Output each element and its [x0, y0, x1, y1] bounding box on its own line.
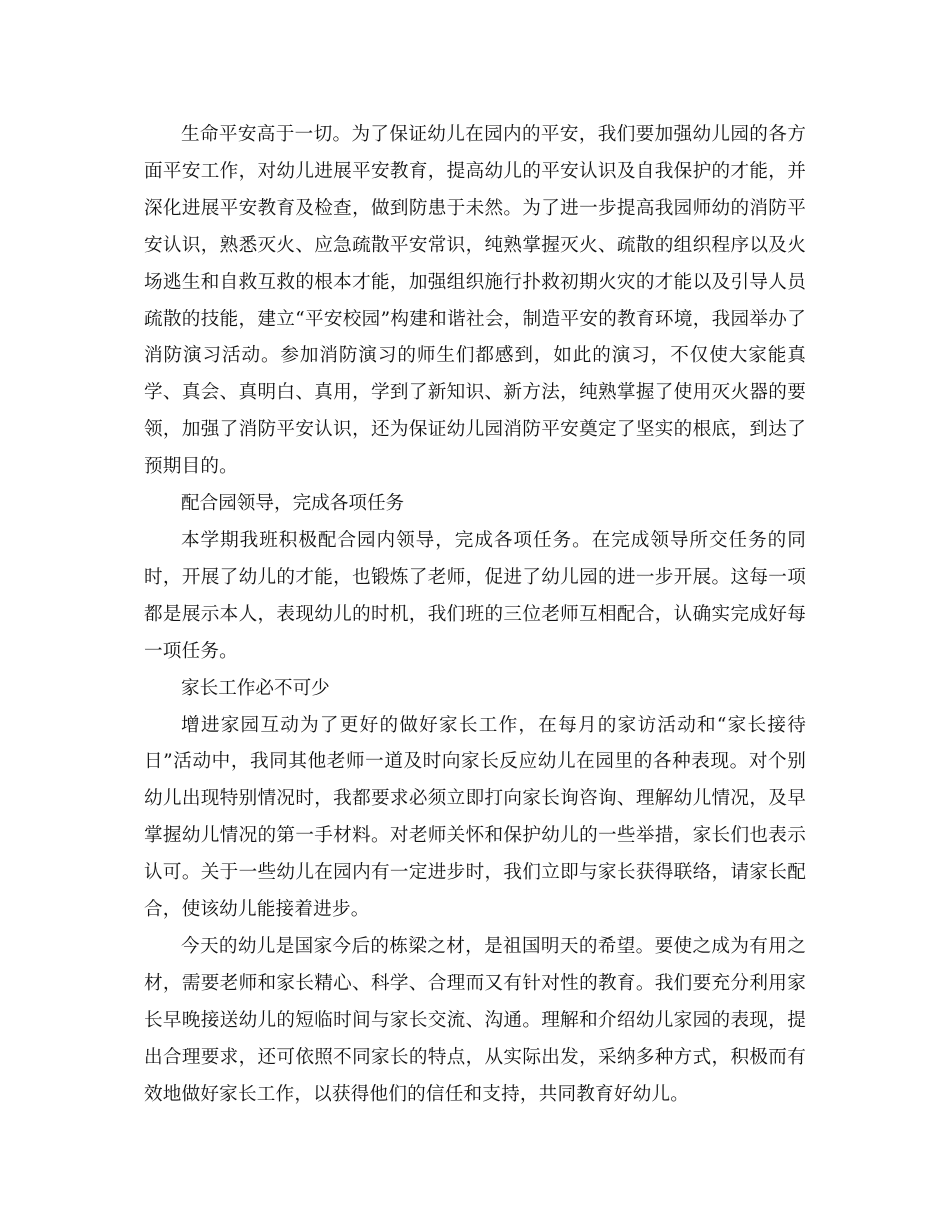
paragraph-fire-safety: 生命平安高于一切。为了保证幼儿在园内的平安，我们要加强幼儿园的各方面平安工作，对幼儿进展平安教育，提高幼儿的平安认识及自我保护的才能，并深化进展平安教育及检查，做到防患于未然。为了进一步提高我园师幼的消防平安认识，熟悉灭火、应急疏散平安常识，纯熟掌握灭火、疏散的组织程序以及火场逃生和自救互救的根本才能，加强组织施行扑救初期火灾的才能以及引导人员疏散的技能，建立“平安校园”构建和谐社会，制造平安的教育环境，我园举办了消防演习活动。参加消防演习的师生们都感到，如此的演习，不仅使大家能真学、真会、真明白、真用，学到了新知识、新方法，纯熟掌握了使用灭火器的要领，加强了消防平安认识，还为保证幼儿园消防平安奠定了坚实的根底，到达了预期目的。 [144, 124, 806, 478]
section-heading-parents: 家长工作必不可少 [181, 677, 330, 699]
section-heading-cooperation: 配合园领导，完成各项任务 [181, 493, 405, 515]
document-page [144, 117, 806, 1113]
paragraph-home-school: 增进家园互动为了更好的做好家长工作，在每月的家访活动和“家长接待日”活动中，我同其他老师一道及时向家长反应幼儿在园里的各种表现。对个别幼儿出现特别情况时，我都要求必须立即打向家长询咨询、理解幼儿情况，及早掌握幼儿情况的第一手材料。对老师关怀和保护幼儿的一些举措，家长们也表示认可。关于一些幼儿在园内有一定进步时，我们立即与家长获得联络，请家长配合，使该幼儿能接着进步。 [144, 714, 806, 921]
paragraph-tasks: 本学期我班积极配合园内领导，完成各项任务。在完成领导所交任务的同时，开展了幼儿的才能，也锻炼了老师，促进了幼儿园的进一步开展。这每一项都是展示本人，表现幼儿的时机，我们班的三位老师互相配合，认确实完成好每一项任务。 [144, 529, 806, 662]
paragraph-education: 今天的幼儿是国家今后的栋梁之材，是祖国明天的希望。要使之成为有用之材，需要老师和家长精心、科学、合理而又有针对性的教育。我们要充分利用家长早晚接送幼儿的短临时间与家长交流、沟通。理解和介绍幼儿家园的表现，提出合理要求，还可依照不同家长的特点，从实际出发，采纳多种方式，积极而有效地做好家长工作，以获得他们的信任和支持，共同教育好幼儿。 [144, 935, 806, 1105]
